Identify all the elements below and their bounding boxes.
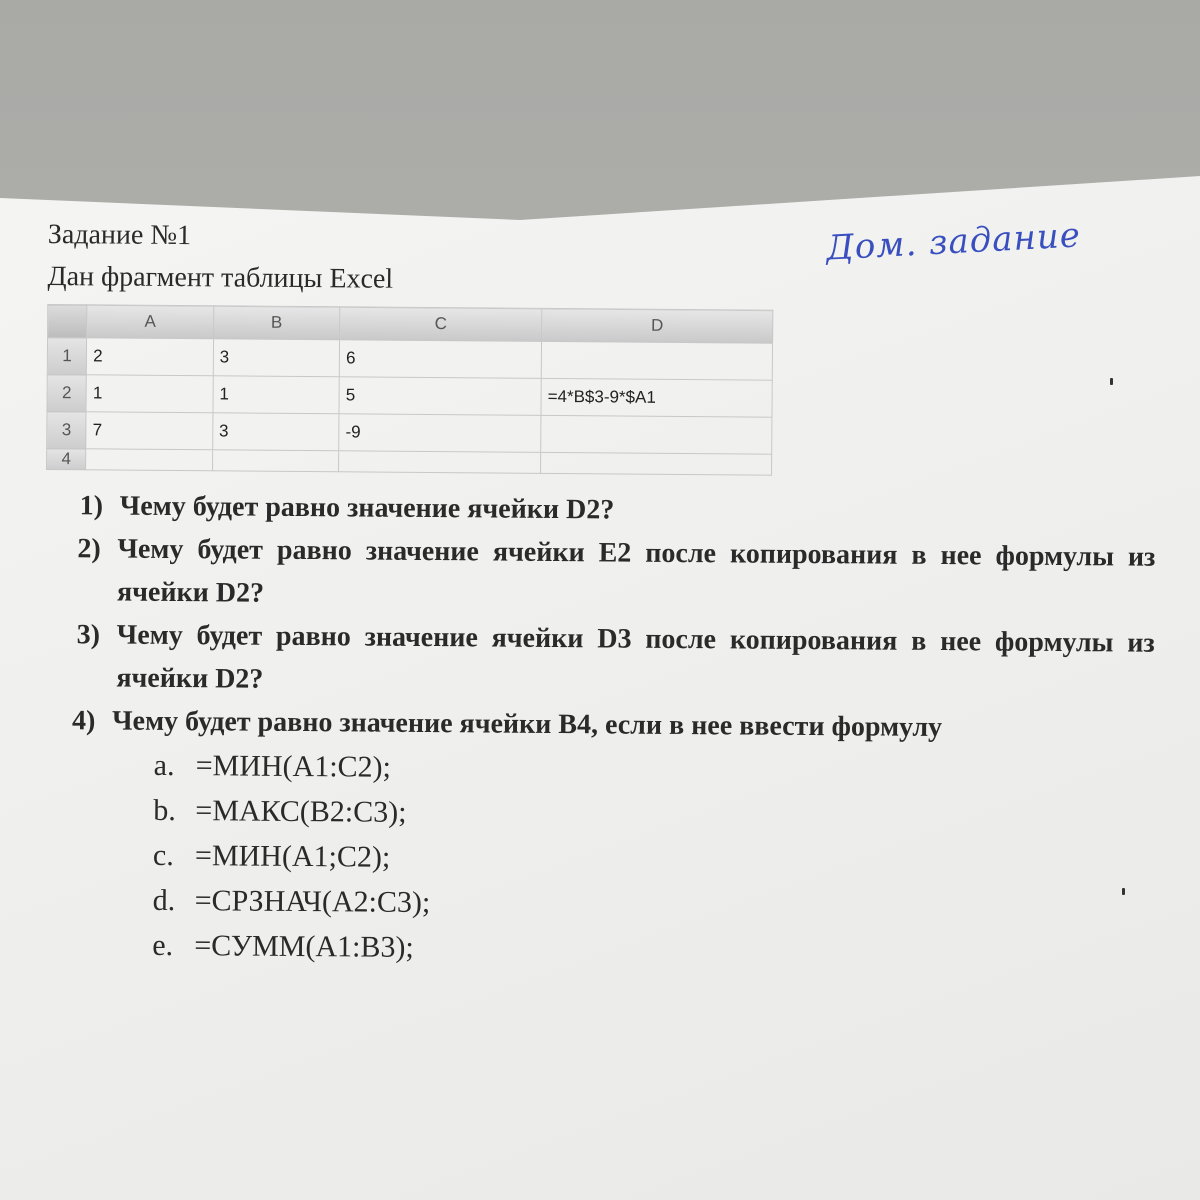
task-subtitle: Дан фрагмент таблицы Excel xyxy=(47,260,394,295)
cell-b3: 3 xyxy=(212,413,339,451)
option-formula: =СРЗНАЧ(A2:C3); xyxy=(194,884,431,920)
option-label: d. xyxy=(152,883,176,918)
question-text: Чему будет равно значение ячейки D2? xyxy=(119,490,615,526)
cell-b2: 1 xyxy=(213,376,340,414)
cell-a1: 2 xyxy=(87,338,214,376)
select-all-corner xyxy=(48,305,88,338)
excel-fragment-table xyxy=(46,304,773,476)
cell-d3 xyxy=(541,415,772,454)
option-formula: =МИН(A1:C2); xyxy=(195,749,392,784)
table-row xyxy=(47,411,772,454)
column-header-d: D xyxy=(542,308,773,343)
question-number: 4) xyxy=(71,705,96,737)
option-formula: =СУММ(A1:B3); xyxy=(194,929,414,964)
table-row xyxy=(47,374,772,417)
column-header-b: B xyxy=(213,306,340,340)
option-label: b. xyxy=(153,793,176,828)
cell-a4 xyxy=(86,449,213,471)
option-item xyxy=(153,833,1153,886)
task-content xyxy=(42,218,1158,976)
question-number: 1) xyxy=(79,490,104,522)
cell-a2: 1 xyxy=(86,375,213,413)
option-item xyxy=(152,923,1152,976)
cell-d2: =4*B$3-9*$A1 xyxy=(541,378,772,417)
question-number: 3) xyxy=(76,619,101,651)
question-item xyxy=(45,527,1156,622)
cell-c3: -9 xyxy=(339,414,541,453)
cell-c1: 6 xyxy=(339,340,541,379)
row-header: 2 xyxy=(47,374,87,411)
question-text: Чему будет равно значение ячейки B4, если в нее ввести формулу xyxy=(111,705,943,744)
formula-options xyxy=(42,742,1154,976)
option-formula: =МАКС(B2:C3); xyxy=(195,794,407,829)
ink-speck xyxy=(1122,888,1125,895)
option-formula: =МИН(A1;C2); xyxy=(194,839,391,874)
question-item xyxy=(44,613,1155,708)
ink-speck xyxy=(1110,378,1113,385)
column-header-c: C xyxy=(340,307,542,342)
row-header: 3 xyxy=(47,411,87,448)
question-number: 2) xyxy=(77,533,101,565)
option-label: a. xyxy=(153,748,175,783)
cell-d4 xyxy=(541,452,772,475)
cell-c2: 5 xyxy=(339,377,541,416)
row-header: 1 xyxy=(47,338,87,375)
option-item xyxy=(152,878,1152,931)
question-text: Чему будет равно значение ячейки D3 после копирования в нее формулы из ячейки D2? xyxy=(116,619,1155,695)
option-label: e. xyxy=(152,928,174,963)
column-header-a: A xyxy=(87,305,214,339)
table-row xyxy=(47,448,772,475)
handwritten-note: Дом. задание xyxy=(825,215,1082,269)
cell-b4 xyxy=(212,450,339,472)
cell-b1: 3 xyxy=(213,339,340,377)
question-list xyxy=(44,484,1156,751)
task-title: Задание №1 xyxy=(47,218,192,252)
cell-d1 xyxy=(541,341,772,380)
table-row xyxy=(47,338,772,381)
option-item xyxy=(154,743,1154,796)
cell-c4 xyxy=(339,451,541,474)
question-text: Чему будет равно значение ячейки E2 после копирования в нее формулы из ячейки D2? xyxy=(116,533,1156,609)
option-item xyxy=(153,788,1153,841)
row-header: 4 xyxy=(47,448,86,469)
option-label: c. xyxy=(152,838,174,873)
cell-a3: 7 xyxy=(86,412,213,450)
